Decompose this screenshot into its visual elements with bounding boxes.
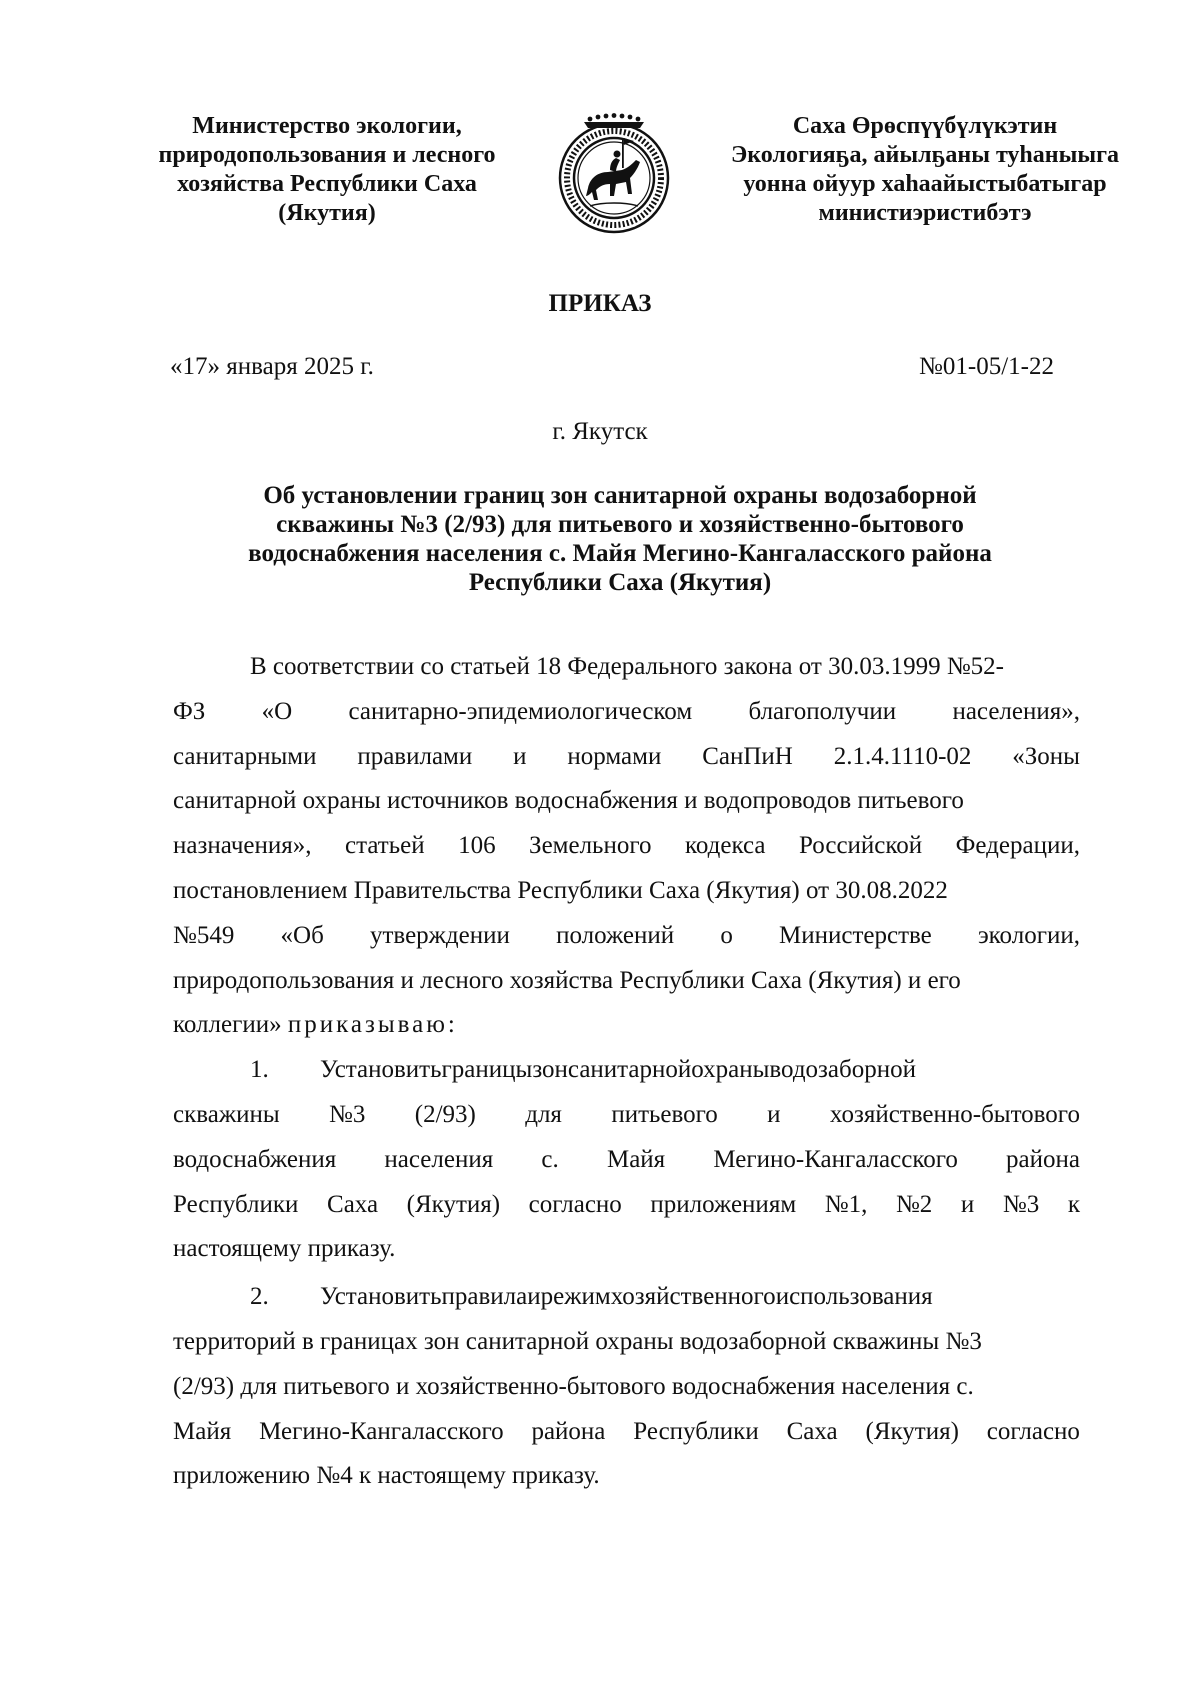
subject-line: скважины №3 (2/93) для питьевого и хозяйственно-бытового	[276, 511, 964, 538]
text-line	[173, 1048, 1080, 1093]
text-line: природопользования и лесного хозяйства Республики Саха (Якутия) и его	[173, 966, 961, 994]
word: назначения»,	[173, 832, 312, 860]
word: №1,	[824, 1190, 868, 1218]
order-city: г. Якутск	[552, 418, 648, 445]
ministry-ru-line: (Якутия)	[278, 200, 376, 226]
word: района	[531, 1417, 606, 1445]
ministry-sakha-line: уонна ойуур хаһаайыстыбатыгар	[743, 171, 1107, 197]
word: «О	[261, 697, 293, 725]
text-line	[173, 1275, 1080, 1320]
text-line-words	[320, 1275, 1080, 1320]
word: населения»,	[952, 697, 1080, 725]
word: скважины	[173, 1100, 280, 1128]
ministry-ru-line: Министерство экологии,	[192, 113, 462, 139]
word: ФЗ	[173, 697, 206, 725]
word: Майя	[173, 1417, 232, 1445]
subject-line: Республики Саха (Якутия)	[468, 569, 772, 596]
ministry-sakha-line: Экологияҕа, айылҕаны туһаныыга	[731, 142, 1119, 168]
text-line: настоящему приказу.	[173, 1235, 396, 1263]
word: хозяйственно-бытового	[829, 1100, 1080, 1128]
word: СанПиН	[702, 742, 793, 770]
word: и	[960, 1190, 975, 1218]
word: экологии,	[977, 921, 1080, 949]
word: (Якутия)	[406, 1190, 501, 1218]
word: района	[1006, 1145, 1080, 1173]
word: №3	[1002, 1190, 1040, 1218]
text-line	[173, 1410, 1080, 1455]
order-verb: приказываю:	[287, 1011, 458, 1039]
text-line	[173, 1183, 1080, 1228]
ministry-sakha-line: Саха Өрөспүүбүлүкэтин	[792, 113, 1058, 139]
text-fragment: коллегии»	[173, 1011, 282, 1039]
word: приложениям	[650, 1190, 797, 1218]
word: статьей	[345, 832, 425, 860]
text-line	[173, 1138, 1080, 1183]
word: охраны	[691, 1056, 770, 1084]
word: Установить	[320, 1056, 442, 1084]
word: санитарными	[173, 742, 317, 770]
word: водозаборной	[769, 1056, 917, 1084]
word: «Об	[280, 921, 324, 949]
text-line: приложению №4 к настоящему приказу.	[173, 1462, 600, 1490]
word: (Якутия)	[865, 1417, 959, 1445]
order-title: ПРИКАЗ	[548, 290, 652, 317]
word: питьевого	[611, 1100, 718, 1128]
item-number: 1.	[250, 1056, 269, 1084]
word: Российской	[798, 832, 923, 860]
word: 2.1.4.1110-02	[833, 742, 972, 770]
word: Саха	[786, 1417, 838, 1445]
word: санитарно-эпидемиологическом	[348, 697, 693, 725]
word: согласно	[986, 1417, 1080, 1445]
word: Министерстве	[779, 921, 932, 949]
word: Саха	[327, 1190, 379, 1218]
text-line-words	[320, 1048, 1080, 1093]
word: 106	[458, 832, 496, 860]
word: и	[527, 1283, 541, 1311]
word: «Зоны	[1012, 742, 1080, 770]
subject-line: Об установлении границ зон санитарной охраны водозаборной	[263, 482, 977, 509]
word: зон	[532, 1056, 568, 1084]
word: положений	[556, 921, 675, 949]
word: Мегино-Кангаласского	[259, 1417, 504, 1445]
word: Мегино-Кангаласского	[713, 1145, 958, 1173]
text-line: санитарной охраны источников водоснабжения и водопроводов питьевого	[173, 787, 964, 815]
word: №3	[329, 1100, 366, 1128]
word: благополучии	[748, 697, 897, 725]
list-item-2	[173, 1275, 1080, 1499]
item-number: 2.	[250, 1283, 269, 1311]
word: Республики	[173, 1190, 299, 1218]
text-line: (2/93) для питьевого и хозяйственно-бытового водоснабжения населения с.	[173, 1372, 974, 1400]
word: нормами	[567, 742, 662, 770]
subject-line: водоснабжения населения с. Майя Мегино-Кангаласского района	[248, 540, 992, 567]
text-line: постановлением Правительства Республики Саха (Якутия) от 30.08.2022	[173, 876, 948, 904]
yakutia-coat-of-arms-icon	[550, 108, 678, 236]
word: населения	[384, 1145, 494, 1173]
text-line	[173, 914, 1080, 959]
text-line	[173, 824, 1080, 869]
order-subject	[170, 481, 1070, 597]
word: (2/93)	[414, 1100, 476, 1128]
text-line	[173, 1003, 1080, 1048]
word: и	[767, 1100, 781, 1128]
text-line	[173, 690, 1080, 735]
word: использования	[775, 1283, 933, 1311]
word: режим	[540, 1283, 611, 1311]
ministry-ru-line: хозяйства Республики Саха	[177, 171, 477, 197]
word: №549	[173, 921, 235, 949]
word: Федерации,	[955, 832, 1080, 860]
text-line: В соответствии со статьей 18 Федерального закона от 30.03.1999 №52-	[250, 653, 1004, 680]
word: к	[1067, 1190, 1080, 1218]
preamble-paragraph	[173, 645, 1080, 1048]
word: санитарной	[567, 1056, 692, 1084]
word: кодекса	[684, 832, 766, 860]
word: хозяйственного	[610, 1283, 776, 1311]
ministry-sakha-line: министиэристибэтэ	[818, 200, 1032, 226]
word: Майя	[606, 1145, 666, 1173]
list-item-1	[173, 1048, 1080, 1272]
order-number: №01-05/1-22	[919, 353, 1054, 380]
order-date: «17» января 2025 г.	[170, 353, 374, 380]
word: для	[525, 1100, 562, 1128]
word: и	[513, 742, 527, 770]
word: правила	[441, 1283, 528, 1311]
ministry-ru-line: природопользования и лесного	[158, 142, 496, 168]
word: о	[720, 921, 733, 949]
word: с.	[541, 1145, 559, 1173]
word: границы	[441, 1056, 533, 1084]
word: №2	[895, 1190, 933, 1218]
order-body	[173, 645, 1080, 1499]
word: Земельного	[529, 832, 652, 860]
word: правилами	[357, 742, 473, 770]
word: водоснабжения	[173, 1145, 337, 1173]
text-line: территорий в границах зон санитарной охраны водозаборной скважины №3	[173, 1327, 982, 1355]
word: согласно	[528, 1190, 622, 1218]
word: Установить	[320, 1283, 442, 1311]
word: утверждении	[369, 921, 510, 949]
word: Республики	[633, 1417, 759, 1445]
ministry-name-sakha	[705, 112, 1145, 228]
text-line	[173, 735, 1080, 780]
text-line	[173, 1093, 1080, 1138]
ministry-name-russian	[132, 112, 522, 228]
